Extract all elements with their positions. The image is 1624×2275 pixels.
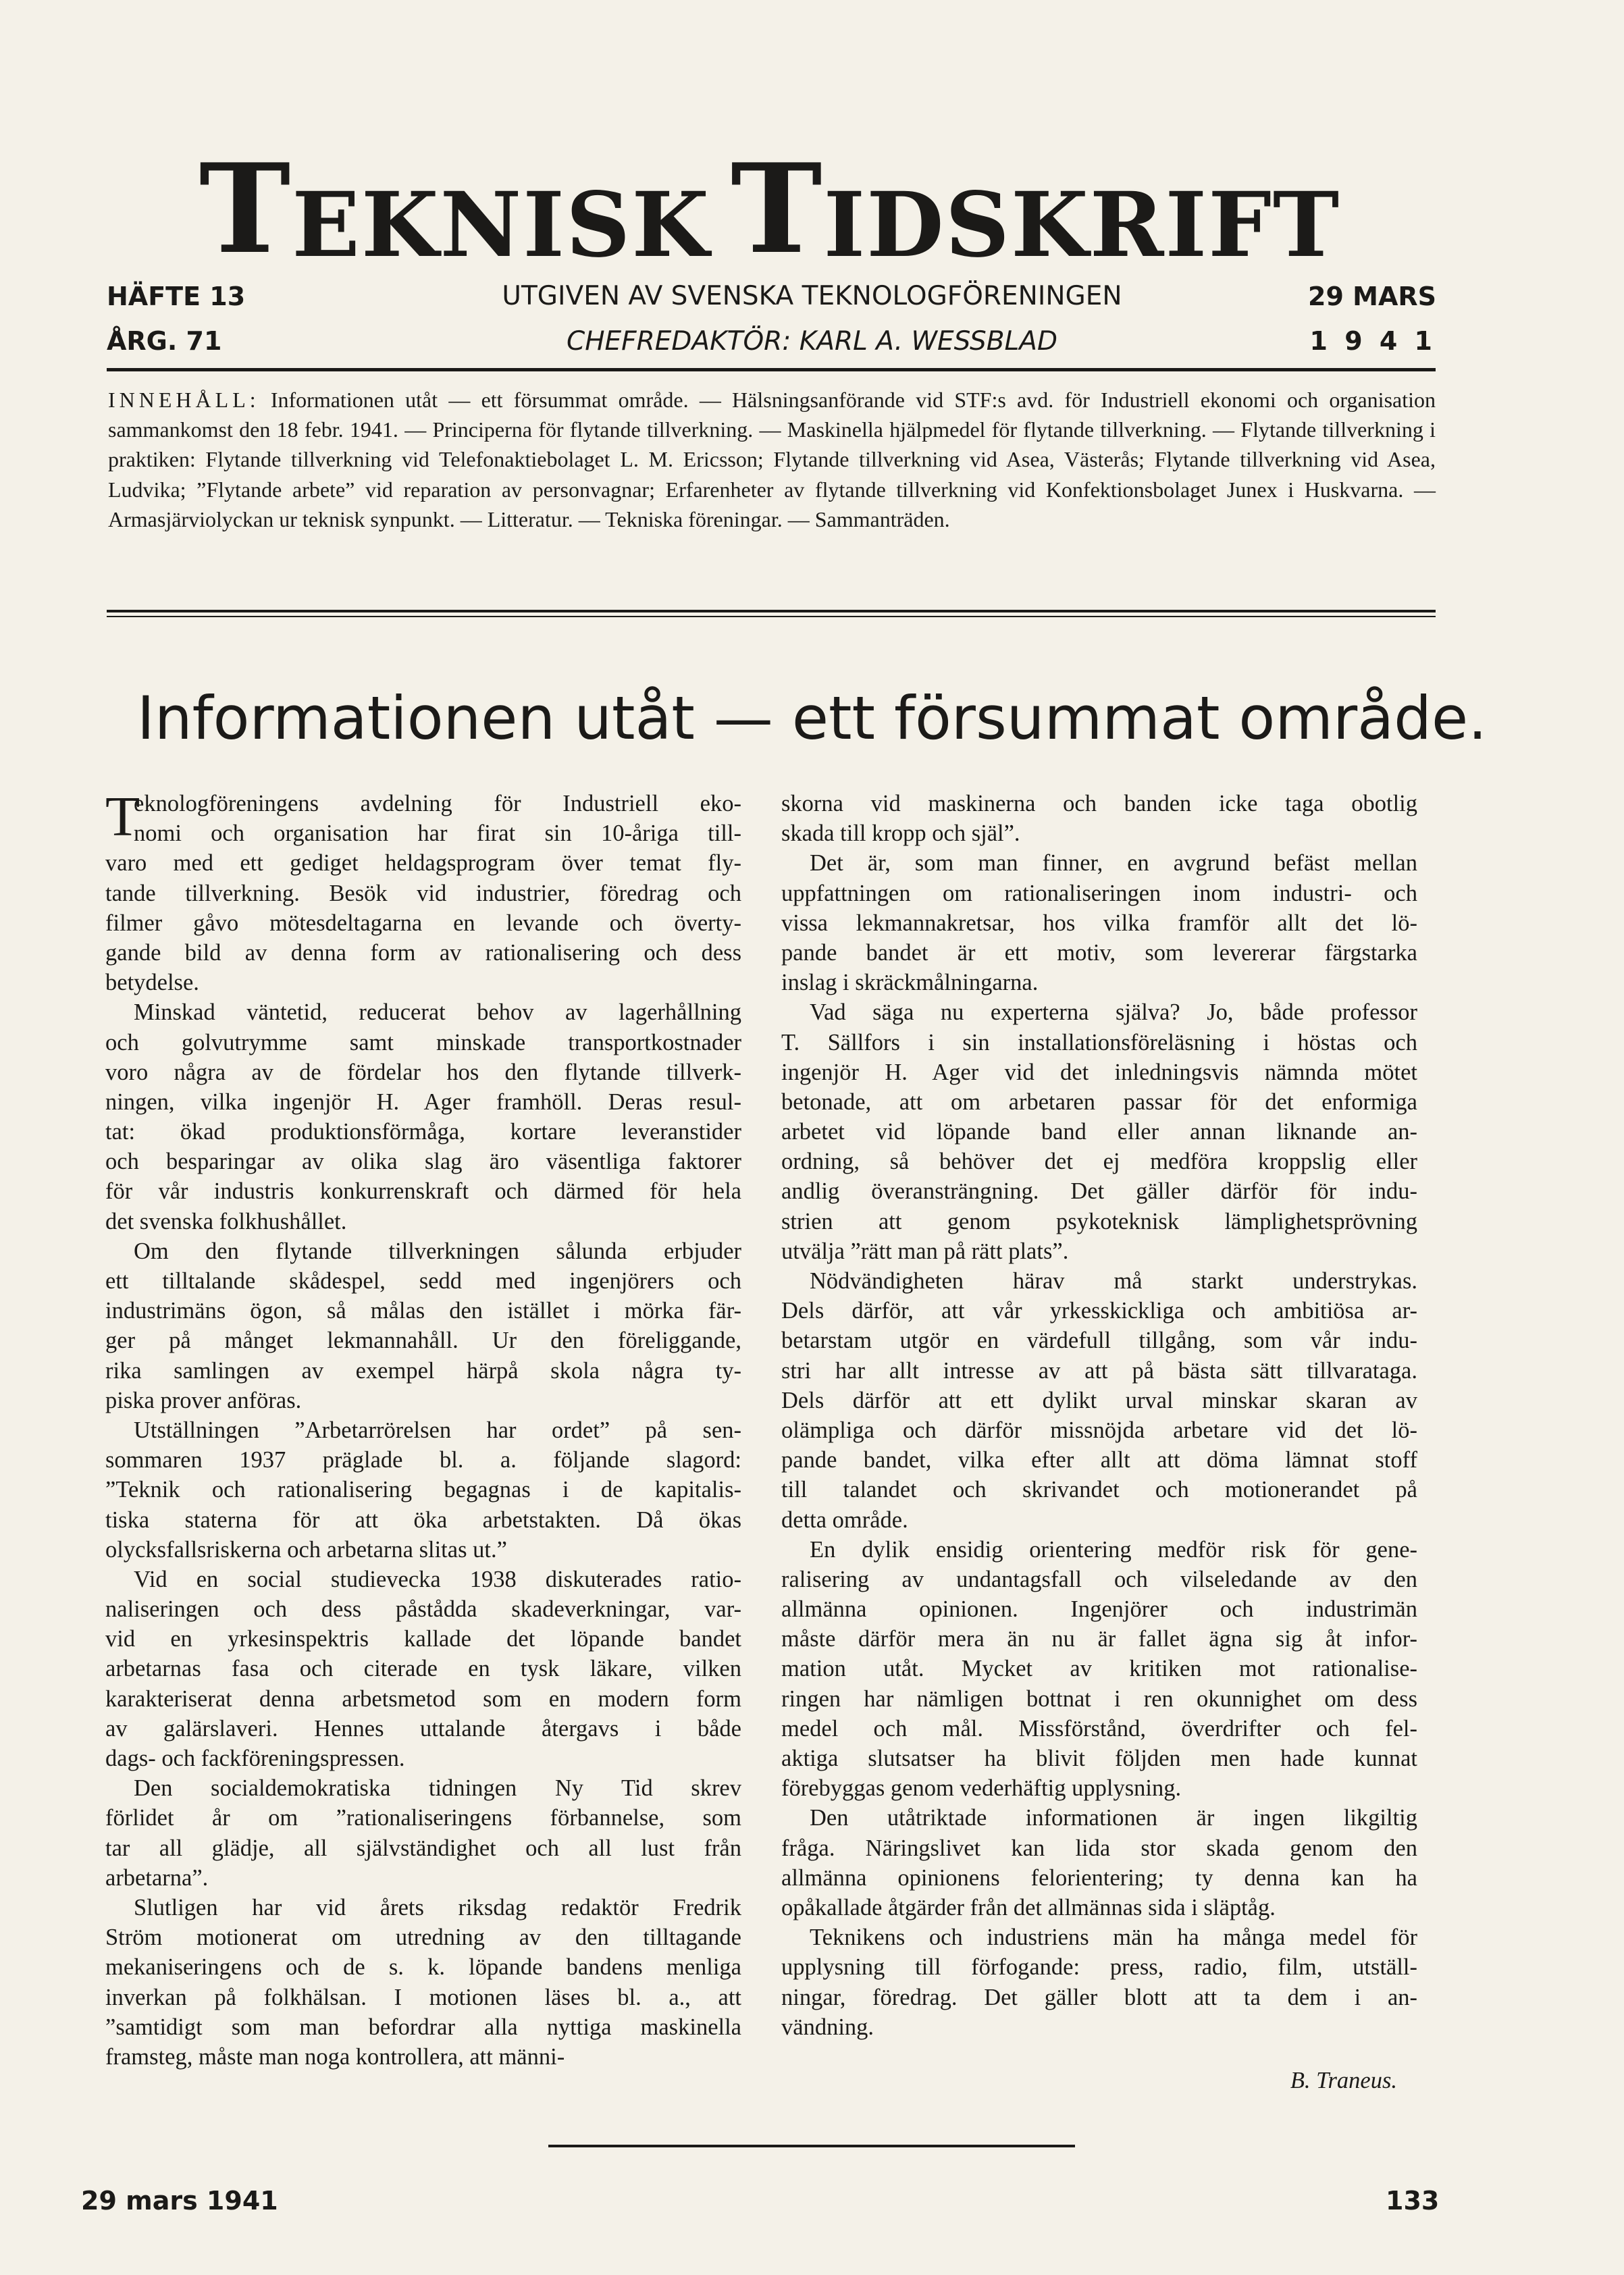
article-line: fråga. Näringslivet kan lida stor skada genom den (781, 1835, 1417, 1861)
drop-cap: T (105, 785, 140, 848)
article-line: filmer gåvo mötesdeltagarna en levande och överty- (105, 910, 741, 936)
article-line: förebyggas genom vederhäftig upplysning. (781, 1775, 1182, 1802)
article-line: Slutligen har vid årets riksdag redaktör Fredrik (134, 1894, 741, 1920)
article-line: andlig överansträngning. Det gäller därför för indu- (781, 1178, 1417, 1205)
article-line: voro några av de fördelar hos den flytande tillverk- (105, 1059, 741, 1085)
article-line: tar all glädje, all självständighet och all lust från (105, 1835, 741, 1861)
article-line: pande bandet är ett motiv, som levererar färgstarka (781, 939, 1417, 966)
article-line: Dels därför, att vår yrkesskickliga och ambitiösa ar- (781, 1298, 1417, 1324)
article-line: eknologföreningens avdelning för Industriell eko- (134, 791, 741, 816)
table-of-contents (108, 385, 1436, 534)
header-rule (107, 368, 1436, 371)
article-line: måste därför mera än nu är fallet ägna sig åt infor- (781, 1626, 1417, 1652)
article-line: varo med ett gediget heldagsprogram över temat fly- (105, 850, 741, 877)
article-line: skada till kropp och själ”. (781, 820, 1020, 847)
article-line: T. Sällfors i sin installationsföreläsning i höstas och (781, 1029, 1417, 1055)
article-line: nomi och organisation har firat sin 10-åriga till- (134, 820, 741, 847)
article-line: sommaren 1937 präglade bl. a. följande slagord: (105, 1447, 741, 1473)
article-line: ger på månget lekmannahåll. Ur den föreliggande, (105, 1328, 741, 1354)
article-line: detta område. (781, 1507, 908, 1533)
article-line: stri har allt intresse av att på bästa sätt tillvarataga. (781, 1357, 1417, 1384)
article-line: ”samtidigt som man befordrar alla nyttiga maskinella (105, 2014, 741, 2040)
article-line: allmänna opinionen. Ingenjörer och industrimän (781, 1596, 1417, 1623)
editor-line: CHEFREDAKTÖR: KARL A. WESSBLAD (566, 326, 1057, 357)
contents-text: Informationen utåt — ett försummat område. — Hälsningsanförande vid STF:s avd. för Industriell ekonomi och organisation sammankomst den 18 febr. 1941. — Principerna för flytande tillverkning. — Maskinella hjälpmedel för flytande tillverkning. — Flytande tillverkning i praktiken: Flytande tillverkning vid Telefonaktiebolaget L. M. Ericsson; Flytande tillverkning vid Asea, Västerås; Flytande tillverkning vid Asea, Ludvika; ”Flytande arbete” vid reparation av personvagnar; Erfarenheter av flytande tillverkning vid Konfektionsbolaget Junex i Huskvarna. — Armasjärviolyckan ur teknisk synpunkt. — Litteratur. — Tekniska föreningar. — Sammanträden. (108, 388, 1436, 531)
article-line: ingenjör H. Ager vid det inledningsvis nämnda mötet (781, 1059, 1417, 1085)
article-line: ringen har nämligen bottnat i ren okunnighet om dess (781, 1685, 1417, 1712)
article-line: opåkallade åtgärder från det allmännas sida i släptåg. (781, 1894, 1276, 1920)
article-line: skorna vid maskinerna och banden icke taga obotlig (781, 791, 1417, 816)
article-line: betydelse. (105, 970, 199, 996)
article-line: piska prover anföras. (105, 1387, 302, 1413)
article-line: Nödvändigheten härav må starkt understrykas. (810, 1268, 1417, 1294)
footer-date: 29 mars 1941 (81, 2186, 278, 2216)
article-line: betarstam utgör en värdefull tillgång, som vår indu- (781, 1328, 1417, 1354)
article-line: ralisering av undantagsfall och vilseledande av den (781, 1566, 1417, 1592)
contents-rule-top (107, 610, 1436, 612)
article-line: för vår industris konkurrenskraft och därmed för hela (105, 1178, 741, 1205)
masthead-word-1: EKNISK (292, 173, 711, 278)
article-column-right (781, 789, 1417, 2042)
article-line: Ström motionerat om utredning av den tilltagande (105, 1925, 741, 1951)
article-line: av galärslaveri. Hennes uttalande återgavs i både (105, 1715, 741, 1742)
article-line: till talandet och skrivandet och motionerandet på (781, 1477, 1417, 1503)
volume-year: ÅRG. 71 (107, 326, 222, 356)
article-line: Minskad väntetid, reducerat behov av lagerhållning (134, 999, 741, 1026)
article-line: ordning, så behöver det ej medföra kroppslig eller (781, 1149, 1417, 1175)
footer-rule (548, 2145, 1075, 2147)
article-line: vid en yrkesinspektris kallade det löpande bandet (105, 1626, 741, 1652)
article-line: dags- och fackföreningspressen. (105, 1746, 405, 1771)
article-line: tiska staterna för att öka arbetstakten. Då ökas (105, 1507, 741, 1533)
article-line: inverkan på folkhälsan. I motionen läses bl. a., att (105, 1984, 741, 2010)
issue-date: 29 MARS (1308, 282, 1436, 311)
article-line: allmänna opinionens felorientering; ty denna kan ha (781, 1864, 1417, 1891)
contents-label: INNEHÅLL: (108, 388, 260, 412)
article-line: Vid en social studievecka 1938 diskuterades ratio- (134, 1566, 741, 1592)
article-line: betonade, att om arbetaren passar för det enformiga (781, 1089, 1417, 1115)
article-line: vissa lekmannakretsar, hos vilka framför allt det lö- (781, 910, 1417, 936)
article-line: arbetet vid löpande band eller annan liknande an- (781, 1119, 1417, 1145)
page-number: 133 (1386, 2186, 1440, 2216)
article-line: inslag i skräckmålningarna. (781, 970, 1039, 996)
article-line: upplysning till förfogande: press, radio, film, utställ- (781, 1954, 1417, 1981)
article-line: medel och mål. Missförstånd, överdrifter och fel- (781, 1715, 1417, 1742)
article-line: och golvutrymme samt minskade transportkostnader (105, 1029, 741, 1055)
article-line: tande tillverkning. Besök vid industrier, föredrag och (105, 880, 741, 906)
article-line: Det är, som man finner, en avgrund befäst mellan (810, 850, 1417, 877)
article-line: ett tilltalande skådespel, sedd med ingenjörers och (105, 1268, 741, 1294)
article-line: ningen, vilka ingenjör H. Ager framhöll. Deras resul- (105, 1089, 741, 1115)
article-line: industrimäns ögon, så målas den istället i mörka fär- (105, 1298, 741, 1324)
issue-number: HÄFTE 13 (107, 282, 246, 311)
article-line: ningar, föredrag. Det gäller blott att ta dem i an- (781, 1984, 1417, 2010)
article-line: olycksfallsriskerna och arbetarna slitas ut.” (105, 1536, 507, 1563)
article-line: aktiga slutsatser ha blivit följden men hade kunnat (781, 1746, 1417, 1771)
article-title: Informationen utåt — ett försummat område. (136, 683, 1488, 753)
contents-rule-bottom (107, 616, 1436, 617)
article-line: Teknikens och industriens män ha många medel för (810, 1925, 1417, 1951)
article-line: Den socialdemokratiska tidningen Ny Tid skrev (134, 1775, 741, 1802)
article-line: ”Teknik och rationalisering begagnas i de kapitalis- (105, 1477, 741, 1503)
article-line: pande bandet, vilka efter allt att döma lämnat stoff (781, 1447, 1417, 1473)
article-line: och besparingar av olika slag äro väsentliga faktorer (105, 1149, 741, 1175)
article-line: rika samlingen av exempel härpå skola några ty- (105, 1357, 741, 1384)
article-line: Utställningen ”Arbetarrörelsen har ordet” på sen- (134, 1417, 741, 1443)
article-line: olämpliga och därför missnöjda arbetare vid det lö- (781, 1417, 1417, 1443)
article-line: det svenska folkhushållet. (105, 1208, 347, 1234)
article-line: vändning. (781, 2014, 874, 2040)
article-line: mekaniseringens och de s. k. löpande bandens menliga (105, 1954, 741, 1981)
masthead (101, 108, 1438, 281)
article-line: naliseringen och dess påstådda skadeverkningar, var- (105, 1596, 741, 1623)
masthead-word-2: IDSKRIFT (823, 173, 1341, 278)
article-line: uppfattningen om rationaliseringen inom industri- och (781, 880, 1417, 906)
article-line: En dylik ensidig orientering medför risk för gene- (810, 1536, 1417, 1563)
publisher-line: UTGIVEN AV SVENSKA TEKNOLOGFÖRENINGEN (502, 281, 1122, 311)
issue-year: 1 9 4 1 (1309, 326, 1436, 356)
article-line: Dels därför att ett dylikt urval minskar skaran av (781, 1387, 1417, 1413)
masthead-cap-2: T (731, 136, 824, 281)
article-line: framsteg, måste man noga kontrollera, att männi- (105, 2043, 565, 2070)
author-signature: B. Traneus. (1290, 2068, 1397, 2093)
article-line: karakteriserat denna arbetsmetod som en modern form (105, 1685, 741, 1712)
article-line: förlidet år om ”rationaliseringens förbannelse, som (105, 1805, 741, 1831)
article-line: arbetarna”. (105, 1864, 209, 1891)
article-line: strien att genom psykoteknisk lämplighetsprövning (781, 1208, 1417, 1234)
article-column-left (105, 785, 741, 2072)
article-line: tat: ökad produktionsförmåga, kortare leveranstider (105, 1119, 741, 1145)
article-line: utvälja ”rätt man på rätt plats”. (781, 1238, 1069, 1264)
article-line: gande bild av denna form av rationalisering och dess (105, 939, 741, 966)
article-line: mation utåt. Mycket av kritiken mot rationalise- (781, 1656, 1417, 1682)
article-line: Om den flytande tillverkningen sålunda erbjuder (134, 1238, 741, 1264)
masthead-cap-1: T (199, 136, 292, 281)
article-line: arbetarnas fasa och citerade en tysk läkare, vilken (105, 1656, 741, 1682)
article-line: Den utåtriktade informationen är ingen likgiltig (810, 1805, 1417, 1831)
article-line: Vad säga nu experterna själva? Jo, både professor (810, 999, 1417, 1026)
